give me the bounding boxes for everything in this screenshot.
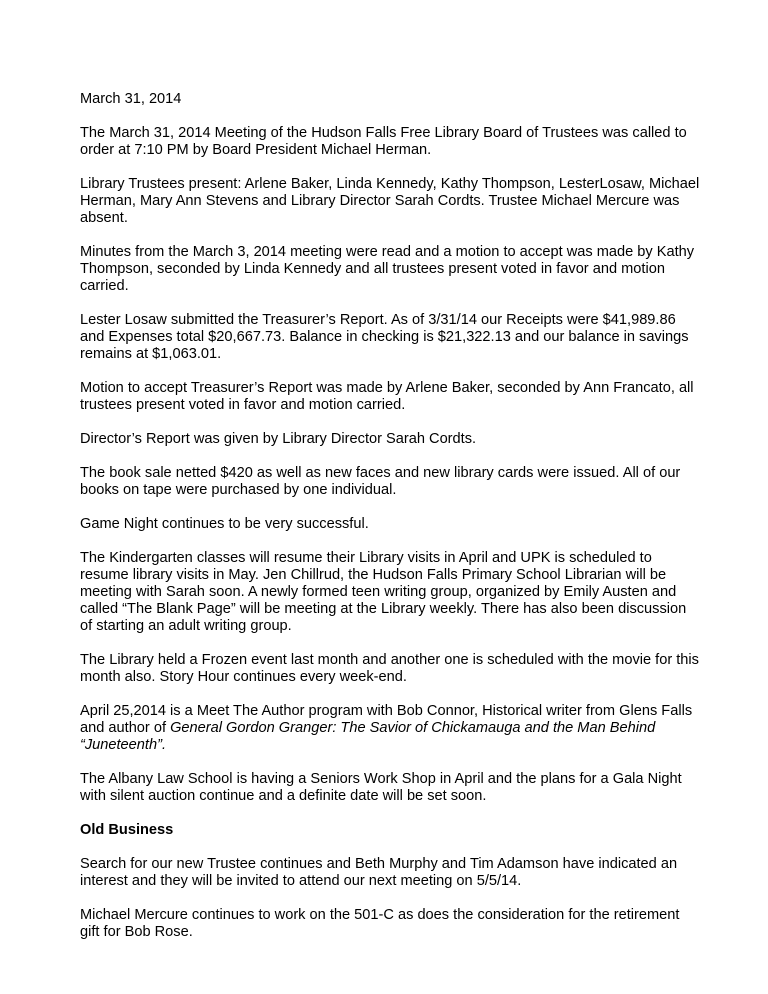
trustee-search-paragraph: Search for our new Trustee continues and Beth Murphy and Tim Adamson have indicated an interest and they will be invited to attend our next meeting on 5/5/14.	[80, 856, 678, 889]
kindergarten-paragraph: The Kindergarten classes will resume their Library visits in April and UPK is scheduled to resume library visits in May. Jen Chillrud, the Hudson Falls Primary School Librarian will be meeting with Sarah soon. A newly formed teen writing group, organized by Emily Austen and called “The Blank Page” will be meeting at the Library weekly. There has also been discussion of starting an adult writing group.	[80, 550, 687, 634]
treasurer-motion-paragraph: Motion to accept Treasurer’s Report was made by Arlene Baker, seconded by Ann Francato, all trustees present voted in favor and motion carried.	[80, 380, 694, 413]
minutes-paragraph: Minutes from the March 3, 2014 meeting were read and a motion to accept was made by Kathy Thompson, seconded by Linda Kennedy and all trustees present voted in favor and motion carried.	[80, 244, 695, 294]
author-program-paragraph	[80, 703, 700, 754]
attendance-paragraph: Library Trustees present: Arlene Baker, Linda Kennedy, Kathy Thompson, LesterLosaw, Michael Herman, Mary Ann Stevens and Library Director Sarah Cordts. Trustee Michael Mercure was absent.	[80, 176, 700, 226]
game-night-paragraph: Game Night continues to be very successful.	[80, 516, 369, 532]
frozen-event-paragraph: The Library held a Frozen event last month and another one is scheduled with the movie for this month also. Story Hour continues every week-end.	[80, 652, 699, 685]
author-program-text: April 25,2014 is a Meet The Author program with Bob Connor, Historical writer from Glens Falls and author of	[80, 703, 693, 736]
director-report-paragraph: Director’s Report was given by Library Director Sarah Cordts.	[80, 431, 477, 447]
albany-law-paragraph: The Albany Law School is having a Seniors Work Shop in April and the plans for a Gala Night with silent auction continue and a definite date will be set soon.	[80, 771, 682, 804]
old-business-heading: Old Business	[80, 822, 174, 838]
book-sale-paragraph: The book sale netted $420 as well as new faces and new library cards were issued. All of our books on tape were purchased by one individual.	[80, 465, 681, 498]
meeting-date: March 31, 2014	[80, 91, 182, 107]
treasurer-report-paragraph: Lester Losaw submitted the Treasurer’s Report. As of 3/31/14 our Receipts were $41,989.86 and Expenses total $20,667.73. Balance in checking is $21,322.13 and our balance in savings remains at $1,063.01.	[80, 312, 689, 362]
book-title: General Gordon Granger: The Savior of Chickamauga and the Man Behind “Juneteenth”.	[80, 720, 656, 753]
mercure-paragraph: Michael Mercure continues to work on the 501-C as does the consideration for the retirement gift for Bob Rose.	[80, 907, 680, 940]
opening-paragraph: The March 31, 2014 Meeting of the Hudson Falls Free Library Board of Trustees was called to order at 7:10 PM by Board President Michael Herman.	[80, 125, 687, 158]
document-body	[80, 91, 700, 958]
